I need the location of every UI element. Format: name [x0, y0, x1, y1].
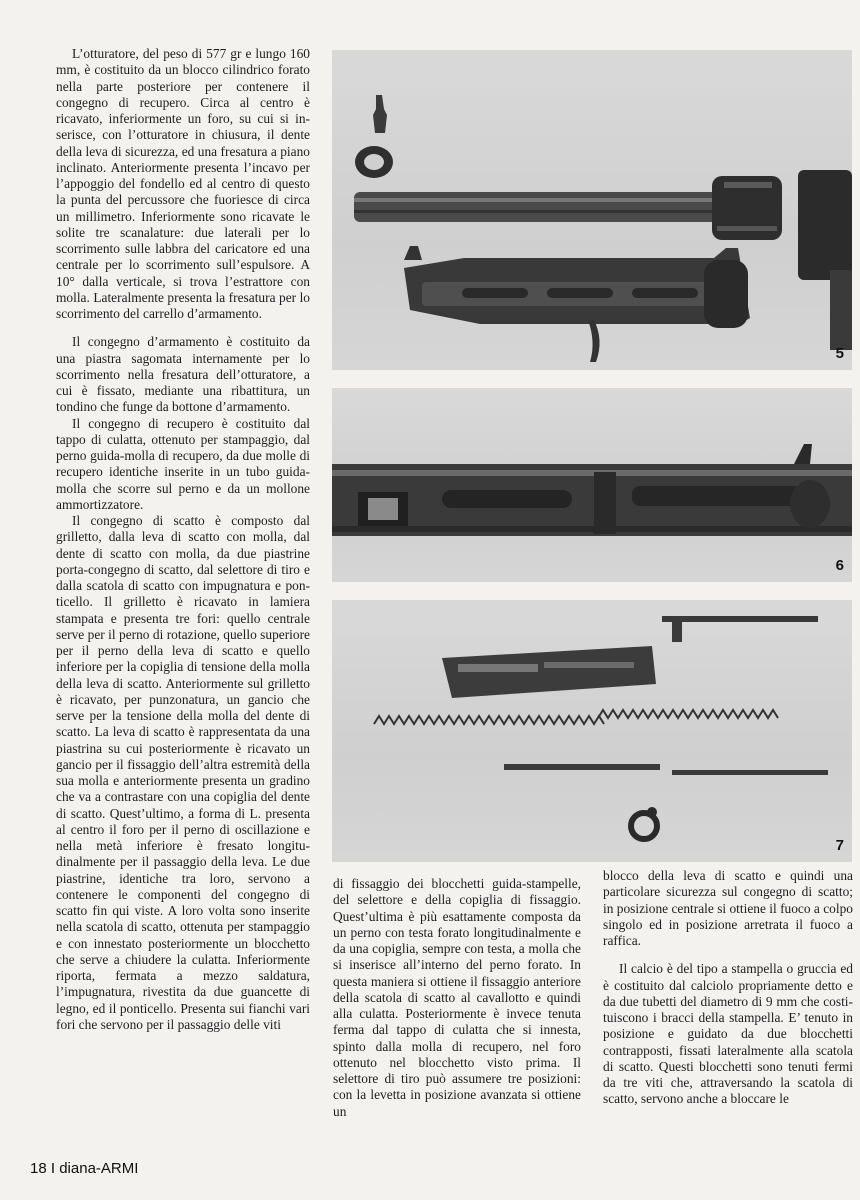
page-number: 18 [30, 1160, 47, 1177]
figure-5-number: 5 [835, 345, 844, 362]
article-column-right [603, 868, 853, 1108]
paragraph-congegno-recupero: Il congegno di recupero è costituito dal tappo di culatta, ottenuto per stampaggio, dal perno guida-molla di recupero, da due molle di recupero identiche inserite in un tubo guidamolla che scorre sul perno e da un mollone ammortizzatore. [56, 415, 310, 512]
article-column-middle [333, 876, 581, 1120]
magazine-name: diana-ARMI [59, 1160, 139, 1177]
figure-7-number: 7 [835, 837, 844, 854]
parts-layout-image [332, 600, 852, 862]
footer-separator: I [50, 1160, 56, 1177]
paragraph-continuation-middle: di fissaggio dei blocchetti guida-stampelle, del selettore e della copiglia di fissaggio. Quest’ultima è più esattamente composta da un perno con testa forato longitudinalmente e da una copiglia, sempre con testa, a molla che si inserisce all’interno del perno forato. In questa maniera si ottiene il fissaggio anteriore della scatola di scatto al cavallotto e quindi alla culatta. Posteriormente è invece tenuta ferma dal tappo di culatta che si innesta, spinto dalla molla di recupero, nel foro ottenuto nel blocchetto visto prima. Il selettore di tiro può assumere tre posizioni: con la levetta in posizione avanzata si ottiene un [333, 876, 581, 1119]
paragraph-congegno-armamento: Il congegno d’armamento è costituito da una piastra sagomata internamente per lo scorrimento nella fresatura dell’otturatore, a cui è fissato, mediante una ribattitura, un tondino che funge da bottone d’armamento. [56, 334, 310, 415]
figure-6-number: 6 [835, 557, 844, 574]
page-footer [30, 1160, 138, 1177]
paragraph-congegno-scatto: Il congegno di scatto è composto dal grilletto, dalla leva di scatto con molla, dal dente di scatto con molla, da due piastrine porta-congegno di scatto, dal selettore di tiro e dalla scatola di scatto con impugnatura e ponticello. Il grilletto è ricavato in lamiera stampata e presenta tre fori: quello centrale serve per il perno di rotazione, quello superiore per il perno della leva di scatto e quello inferiore per la copiglia di tensione della molla della leva di scatto. Anteriormente sul grilletto è ricavato, per punzonatura, un gancio che serve per la tensione della molla del dente di scatto. La leva di scatto è rappresentata da una piastrina su cui posteriormente è ricavato un gancio per il fissaggio dell’altra estremità della sua molla e anteriormente presenta un gradino che va a contrastare con una copiglia del dente di scatto. Quest’ultimo, a forma di L. presenta al centro il foro per il perno di oscillazione e nella metà inferiore è fresato longitudinalmente per il passaggio della leva. Le due piastrine, identiche tra loro, servono a contenere le componenti del congegno di scatto fin qui viste. A loro volta sono inserite nella scatola di scatto, ottenuta per stampaggio e con innestato posteriormente un blocchetto che serve a chiudere la culatta. Inferiormente riporta, fermata a mezzo saldatura, l’impugnatura, rivestita da due guancette di legno, ed il ponticello. Presenta sui fianchi vari fori che servono per il passaggio delle viti [56, 513, 310, 1032]
receiver-image [332, 388, 852, 582]
paragraph-selettore: blocco della leva di scatto e quindi una particolare sicurezza sul congegno di scatto; in posizione centrale si ottiene il fuoco a colpo singolo ed in posizione arretrata il fuoco a raffica. [603, 868, 853, 948]
paragraph-calcio: Il calcio è del tipo a stampella o gruccia ed è costituito dal calciolo propriamente detto e da due tubetti del diametro di 9 mm che costituiscono i bracci della stampella. E’ tenuto in posizione e guidato da due blocchetti contrapposti, fissati lateralmente alla scatola di scatto. Questi blocchetti sono tenuti fermi da tre viti che, attraversando la scatola di scatto, servono anche a bloccare le [603, 961, 853, 1107]
figure-6-photo [332, 388, 852, 582]
article-column-left [56, 46, 310, 1033]
figure-5-photo [332, 50, 852, 370]
bolt-assembly-image [332, 50, 852, 370]
figure-7-photo [332, 600, 852, 862]
spring-left-shape [374, 716, 604, 724]
spring-right-shape [598, 710, 778, 718]
paragraph-otturatore: L’otturatore, del peso di 577 gr e lungo 160 mm, è costituito da un blocco cilindrico forato nella parte posteriore per contenere il congegno di recupero. Circa al centro è ricavato, inferiormente un foro, su cui si inserisce, con l’otturatore in chiusura, il dente della leva di sicurezza, ed una fresatura a piano inclinato. Anteriormente presenta l’incavo per l’appoggio del fondello ed al centro di questo la punta del percussore che fuoriesce di circa un millimetro. Inferiormente sono ricavate le solite tre scanalature: due laterali per lo scorrimento sulle labbra del caricatore ed una centrale per lo scorrimento sull’espulsore. A 10° dalla verticale, si trova l’estrattore con molla. Lateralmente presenta la fresatura per lo scorrimento del carrello d’armamento. [56, 46, 310, 321]
